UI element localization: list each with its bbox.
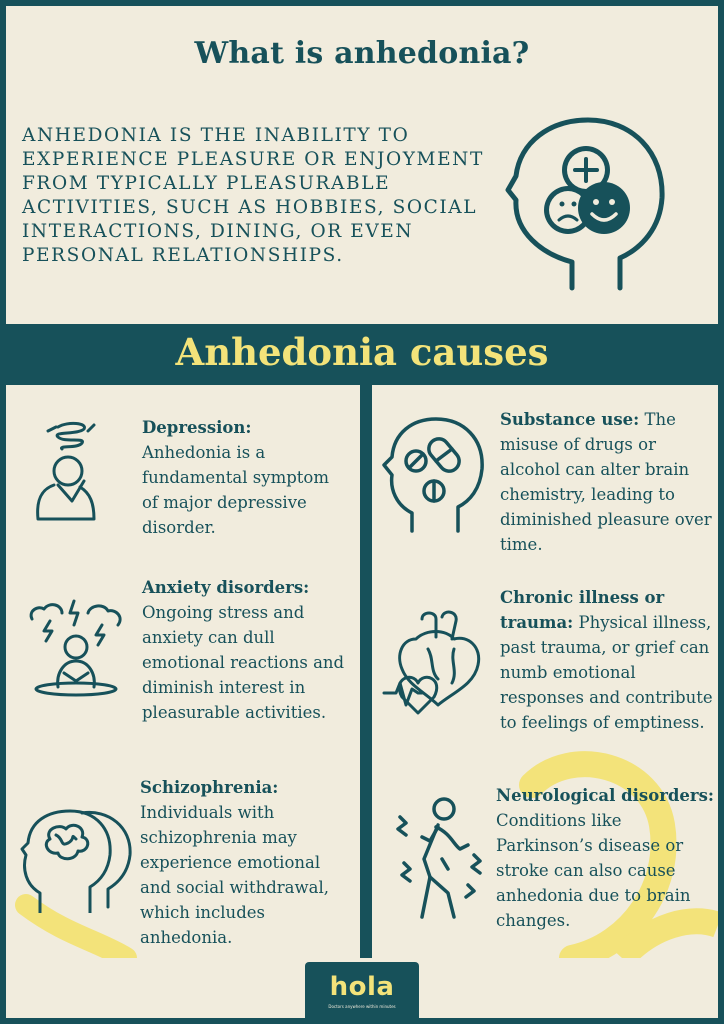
head-emotions-icon — [502, 112, 672, 292]
cause-neurological — [496, 783, 714, 933]
cause-title: Depression: — [142, 418, 252, 437]
causes-right-column — [372, 385, 718, 958]
cause-description: Anhedonia is a fundamental symptom of major depressive disorder. — [142, 443, 329, 537]
definition-panel — [6, 6, 718, 324]
cause-title: Substance use: — [500, 410, 640, 429]
column-divider — [360, 385, 372, 958]
hola-logo[interactable] — [305, 962, 419, 1018]
cause-substance-use — [500, 407, 712, 557]
anxious-person-icon — [28, 597, 126, 697]
tangled-heads-icon — [20, 809, 142, 913]
head-with-pills-icon — [382, 415, 490, 533]
definition-text: ANHEDONIA IS THE INABILITY TO EXPERIENCE PLEASURE OR ENJOYMENT FROM TYPICALLY PLEASURABLE ACTIVITIES, SUCH AS HOBBIES, SOCIAL INTERACTIONS, DINING, OR EVEN PERSONAL RELATIONSHIPS. — [22, 125, 484, 266]
cause-title: Anxiety disorders: — [142, 578, 310, 597]
cause-title: Schizophrenia: — [140, 778, 279, 797]
cause-description: Ongoing stress and anxiety can dull emotional reactions and diminish interest in pleasurable activities. — [142, 603, 345, 722]
causes-left-column — [6, 385, 360, 958]
cause-depression — [142, 415, 348, 540]
cause-schizophrenia — [140, 775, 354, 950]
page-title: What is anhedonia? — [194, 36, 530, 71]
cause-description: Physical illness, past trauma, or grief can numb emotional responses and contribute to feelings of emptiness. — [500, 613, 713, 732]
section-title: Anhedonia causes — [175, 330, 549, 374]
cause-title: Neurological disorders: — [496, 786, 715, 805]
cause-description: Conditions like Parkinson’s disease or stroke can also cause anhedonia due to brain changes. — [496, 811, 691, 930]
logo-text: hola — [329, 972, 395, 1002]
trembling-person-icon — [394, 797, 486, 921]
logo-tagline: Doctors anywhere within minutes — [328, 1004, 396, 1009]
cause-description: Individuals with schizophrenia may experience emotional and social withdrawal, which includes anhedonia. — [140, 803, 329, 947]
cause-anxiety — [142, 575, 352, 725]
cause-description: The misuse of drugs or alcohol can alter brain chemistry, leading to diminished pleasure over time. — [500, 410, 712, 554]
cause-chronic-illness — [500, 585, 716, 735]
anatomical-heart-icon — [382, 609, 490, 719]
cause-title: Chronic illness or trauma: — [500, 588, 665, 632]
stressed-person-icon — [28, 419, 102, 523]
